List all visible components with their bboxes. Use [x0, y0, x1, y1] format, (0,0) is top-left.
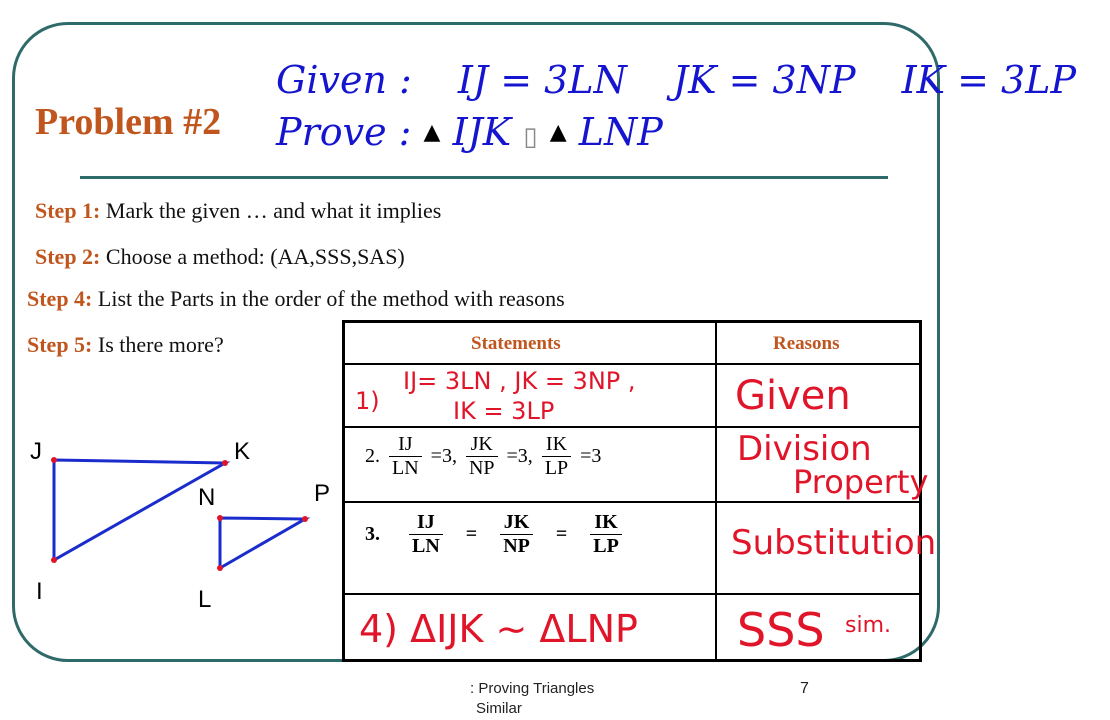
- label-p: P: [314, 480, 331, 507]
- footer-title-line2: Similar: [476, 700, 522, 717]
- footer-title-line1: : Proving Triangles: [470, 680, 595, 697]
- row2-reason-line2: Property: [793, 463, 929, 501]
- label-n: N: [198, 484, 216, 511]
- triangle-icon: ▲: [549, 120, 567, 145]
- step-1-head: Step 1:: [35, 198, 101, 223]
- fraction-jk-np: $\frac{JK}{NP}$: [466, 433, 498, 480]
- step-4-head: Step 4:: [27, 286, 93, 311]
- column-separator: [715, 323, 717, 659]
- step-5: [27, 332, 224, 358]
- proof-table: [342, 320, 937, 662]
- prove-triangle-2: LNP: [578, 110, 663, 154]
- table-row-divider: [345, 501, 919, 503]
- table-row-divider: [345, 426, 919, 428]
- row4-statement: 4) ΔIJK ∼ ΔLNP: [359, 607, 638, 651]
- given-item-2: JK = 3NP: [672, 58, 856, 102]
- header-statements: Statements: [471, 333, 561, 354]
- vertex-p: [302, 516, 308, 522]
- given-line: [276, 58, 1110, 102]
- row1-statement-line2: IK = 3LP: [453, 397, 555, 425]
- step-2-head: Step 2:: [35, 244, 101, 269]
- given-item-3: IK = 3LP: [901, 58, 1077, 102]
- vertex-n: [217, 515, 223, 521]
- vertex-l: [217, 565, 223, 571]
- prove-triangle-1: IJK: [452, 110, 512, 154]
- row1-reason: Given: [735, 373, 851, 419]
- label-i: I: [36, 578, 43, 605]
- table-row-divider: [345, 363, 919, 365]
- triangle-icon: ▲: [423, 120, 441, 145]
- row1-number: 1): [355, 387, 380, 415]
- triangles-figure: [30, 430, 340, 620]
- divider: [80, 176, 888, 179]
- fraction-ik-lp: $\frac{IK}{LP}$: [590, 511, 622, 558]
- prove-label: Prove :: [276, 110, 412, 154]
- row3-statement: 3. $\frac{IJ}{LN}$ = $\frac{JK}{NP}$ = $\frac{IK}{LP}$: [361, 511, 622, 558]
- row2-statement: 2. $\frac{IJ}{LN}$ =3, $\frac{JK}{NP}$ =3, $\frac{IK}{LP}$ =3: [365, 433, 602, 479]
- vertex-k: [222, 460, 228, 466]
- step-4: [27, 286, 565, 312]
- table-row-divider: [345, 593, 919, 595]
- step-2-text: Choose a method: (AA,SSS,SAS): [100, 244, 405, 269]
- given-item-1: IJ = 3LN: [457, 58, 627, 102]
- label-j: J: [30, 438, 42, 465]
- vertex-j: [51, 457, 57, 463]
- row3-number: 3.: [365, 523, 380, 545]
- row3-reason: Substitution: [731, 523, 937, 563]
- step-5-text: Is there more?: [92, 332, 224, 357]
- given-label: Given :: [276, 58, 412, 102]
- page-title: Problem #2: [35, 101, 222, 143]
- fraction-ij-ln: $\frac{IJ}{LN}$: [409, 511, 443, 558]
- step-1-text: Mark the given … and what it implies: [100, 198, 442, 223]
- triangle-lnp: [220, 518, 305, 568]
- row4-reason-note: sim.: [845, 613, 891, 638]
- row2-number: 2.: [365, 445, 380, 467]
- label-l: L: [198, 586, 212, 613]
- row1-statement-line1: IJ= 3LN , JK = 3NP ,: [403, 367, 636, 395]
- label-k: K: [234, 438, 251, 465]
- prove-line: [276, 110, 663, 154]
- step-4-text: List the Parts in the order of the method with reasons: [92, 286, 565, 311]
- vertex-i: [51, 557, 57, 563]
- page-number: 7: [800, 680, 809, 697]
- step-5-head: Step 5:: [27, 332, 93, 357]
- fraction-jk-np: $\frac{JK}{NP}$: [500, 511, 533, 558]
- fraction-ij-ln: $\frac{IJ}{LN}$: [389, 433, 422, 480]
- fraction-ik-lp: $\frac{IK}{LP}$: [542, 433, 571, 480]
- similar-symbol: ▯: [523, 122, 538, 152]
- header-reasons: Reasons: [773, 333, 840, 354]
- row2-reason-line1: Division: [737, 429, 872, 469]
- step-2: [35, 244, 405, 270]
- step-1: [35, 198, 441, 224]
- row4-reason: SSS: [737, 603, 825, 657]
